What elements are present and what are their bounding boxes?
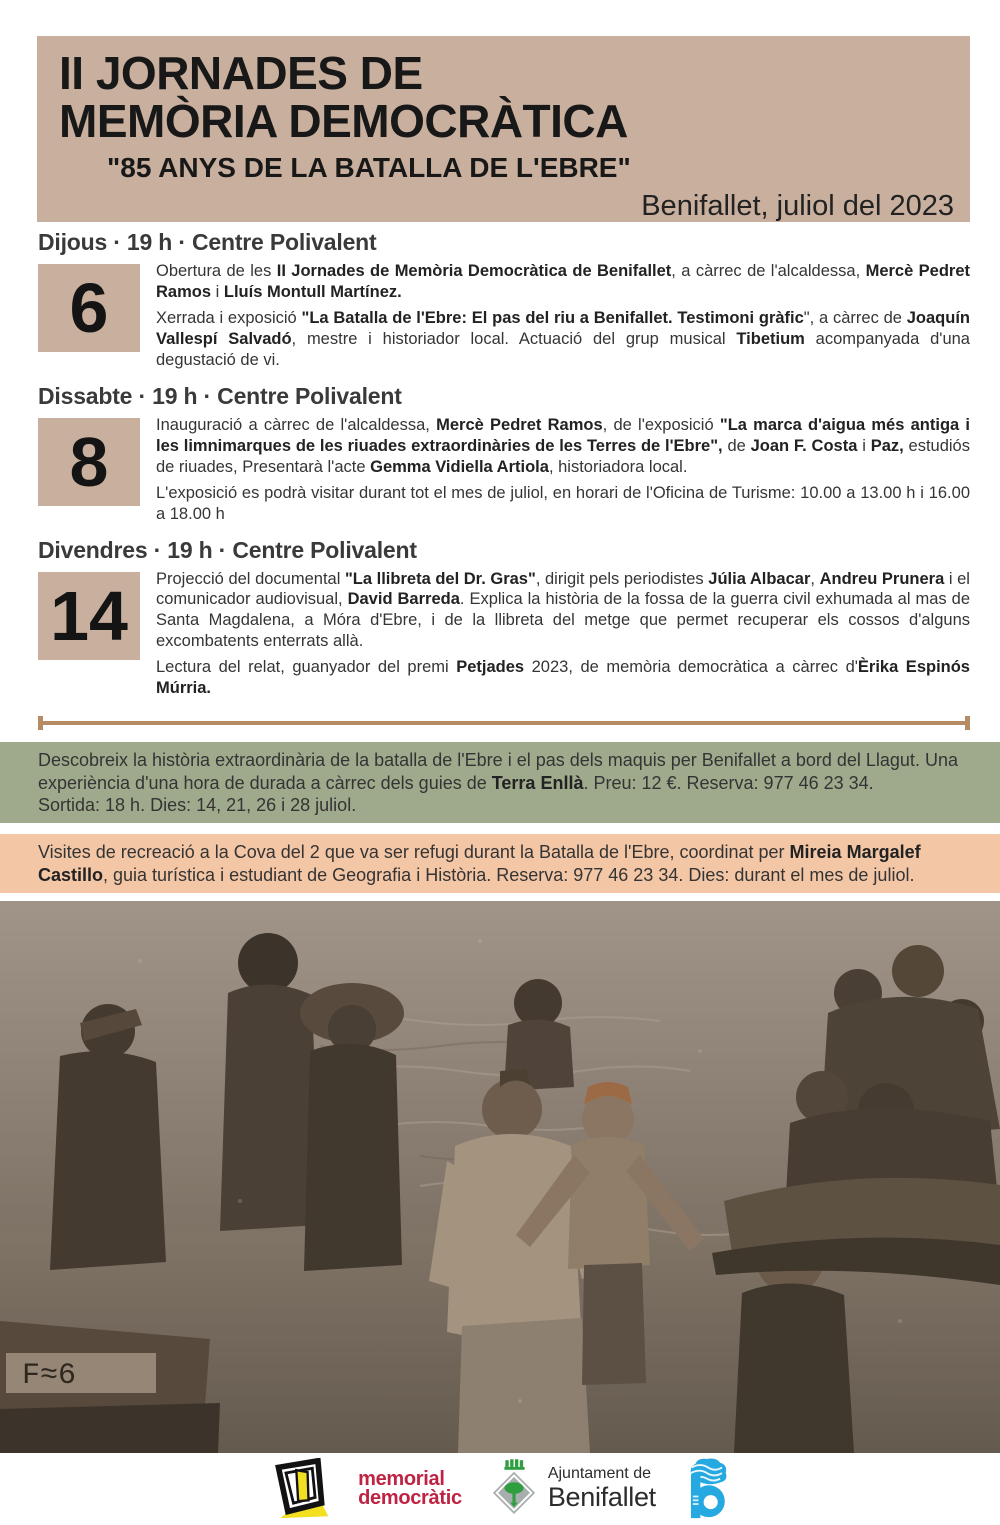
memorial-democratic-logo — [358, 1467, 462, 1509]
day-box — [38, 418, 140, 506]
llagut-text: Descobreix la història extraordinària de la batalla de l'Ebre i el pas dels maquis per Benifallet a bord del Llagut. Una experiència d'una hora de durada a càrrec dels guies de Terra Enllà. Preu: 12 €. Reserva: 977 46 23 34. — [38, 750, 958, 793]
event-description — [156, 569, 970, 705]
benifallet-crest-icon — [490, 1458, 538, 1520]
event-header: Divendres · 19 h · Centre Polivalent — [38, 536, 417, 563]
place-date: Benifallet, juliol del 2023 — [641, 189, 954, 222]
open-door-icon — [272, 1458, 330, 1520]
title-block — [37, 36, 970, 222]
event-paragraph: Lectura del relat, guanyador del premi Petjades 2023, de memòria democràtica a càrrec d'Èrika Espinós Múrria. — [156, 658, 970, 698]
event-paragraph: Projecció del documental "La llibreta del Dr. Gras", dirigit pels periodistes Júlia Albacar, Andreu Prunera i el comunicador audiovisual, David Barreda. Explica la història de la fossa de la guerra civil exhumada al mas de Santa Magdalena, a Móra d'Ebre, i de la llibreta del metge que permet recuperar els cossos d'alguns excombatents enterrats allà. — [156, 569, 970, 651]
event-divendres — [38, 537, 970, 705]
section-divider — [38, 716, 970, 730]
llagut-schedule: Sortida: 18 h. Dies: 14, 21, 26 i 28 juliol. — [38, 794, 357, 815]
footer-logos — [0, 1453, 1000, 1525]
event-description — [156, 415, 970, 530]
poster-subtitle: "85 ANYS DE LA BATALLA DE L'EBRE" — [107, 151, 631, 183]
memorial-logo-line2: democràtic — [358, 1486, 462, 1509]
ajuntament-label: Ajuntament de — [547, 1465, 651, 1483]
event-header: Dissabte · 19 h · Centre Polivalent — [38, 382, 402, 409]
day-box — [38, 264, 140, 352]
blue-b-icon — [684, 1458, 728, 1520]
svg-text:F≈6: F≈6 — [22, 1358, 77, 1393]
poster-title-line1: II JORNADES DE — [59, 47, 423, 99]
cova-text: Visites de recreació a la Cova del 2 que va ser refugi durant la Batalla de l'Ebre, coordinat per Mireia Margalef Castillo, guia turística i estudiant de Geografia i Història. Reserva: 977 46 23 34. Dies: durant el mes de juliol. — [38, 842, 921, 885]
day-number: 6 — [69, 269, 109, 347]
event-dissabte — [38, 383, 970, 530]
memorial-door-logo — [272, 1458, 330, 1520]
benifallet-label: Benifallet — [547, 1482, 656, 1513]
llagut-info-band — [0, 742, 1000, 823]
event-header: Dijous · 19 h · Centre Polivalent — [38, 229, 377, 255]
event-dijous — [38, 229, 970, 376]
event-description — [156, 261, 970, 376]
event-paragraph: Xerrada i exposició "La Batalla de l'Ebre: El pas del riu a Benifallet. Testimoni gràfic", a càrrec de Joaquín Vallespí Salvadó, mestre i historiador local. Actuació del grup musical Tibetium acompanyada d'una degustació de vi. — [156, 308, 970, 369]
ajuntament-benifallet-logo — [490, 1458, 656, 1520]
benifallet-b-logo — [684, 1458, 728, 1520]
day-box — [38, 572, 140, 660]
event-paragraph: L'exposició es podrà visitar durant tot el mes de juliol, en horari de l'Oficina de Turisme: 10.00 a 13.00 h i 16.00 a 18.00 h — [156, 483, 970, 523]
event-paragraph: Obertura de les II Jornades de Memòria Democràtica de Benifallet, a càrrec de l'alcaldessa, Mercè Pedret Ramos i Lluís Montull Martínez. — [156, 262, 971, 301]
memorial-logo-line1: memorial — [358, 1467, 445, 1490]
event-paragraph: Inauguració a càrrec de l'alcaldessa, Mercè Pedret Ramos, de l'exposició "La marca d'aigua més antiga i les limnimarques de les riuades extraordinàries de les Terres de l'Ebre", de Joan F. Costa i Paz, estudiós de riuades, Presentarà l'acte Gemma Vidiella Artiola, historiadora local. — [156, 415, 971, 476]
cova-info-band — [0, 834, 1000, 893]
poster-title-line2: MEMÒRIA DEMOCRÀTICA — [59, 94, 628, 147]
day-number: 14 — [50, 576, 128, 655]
historical-photo — [0, 901, 1000, 1453]
day-number: 8 — [69, 422, 109, 501]
events-section — [38, 229, 970, 704]
